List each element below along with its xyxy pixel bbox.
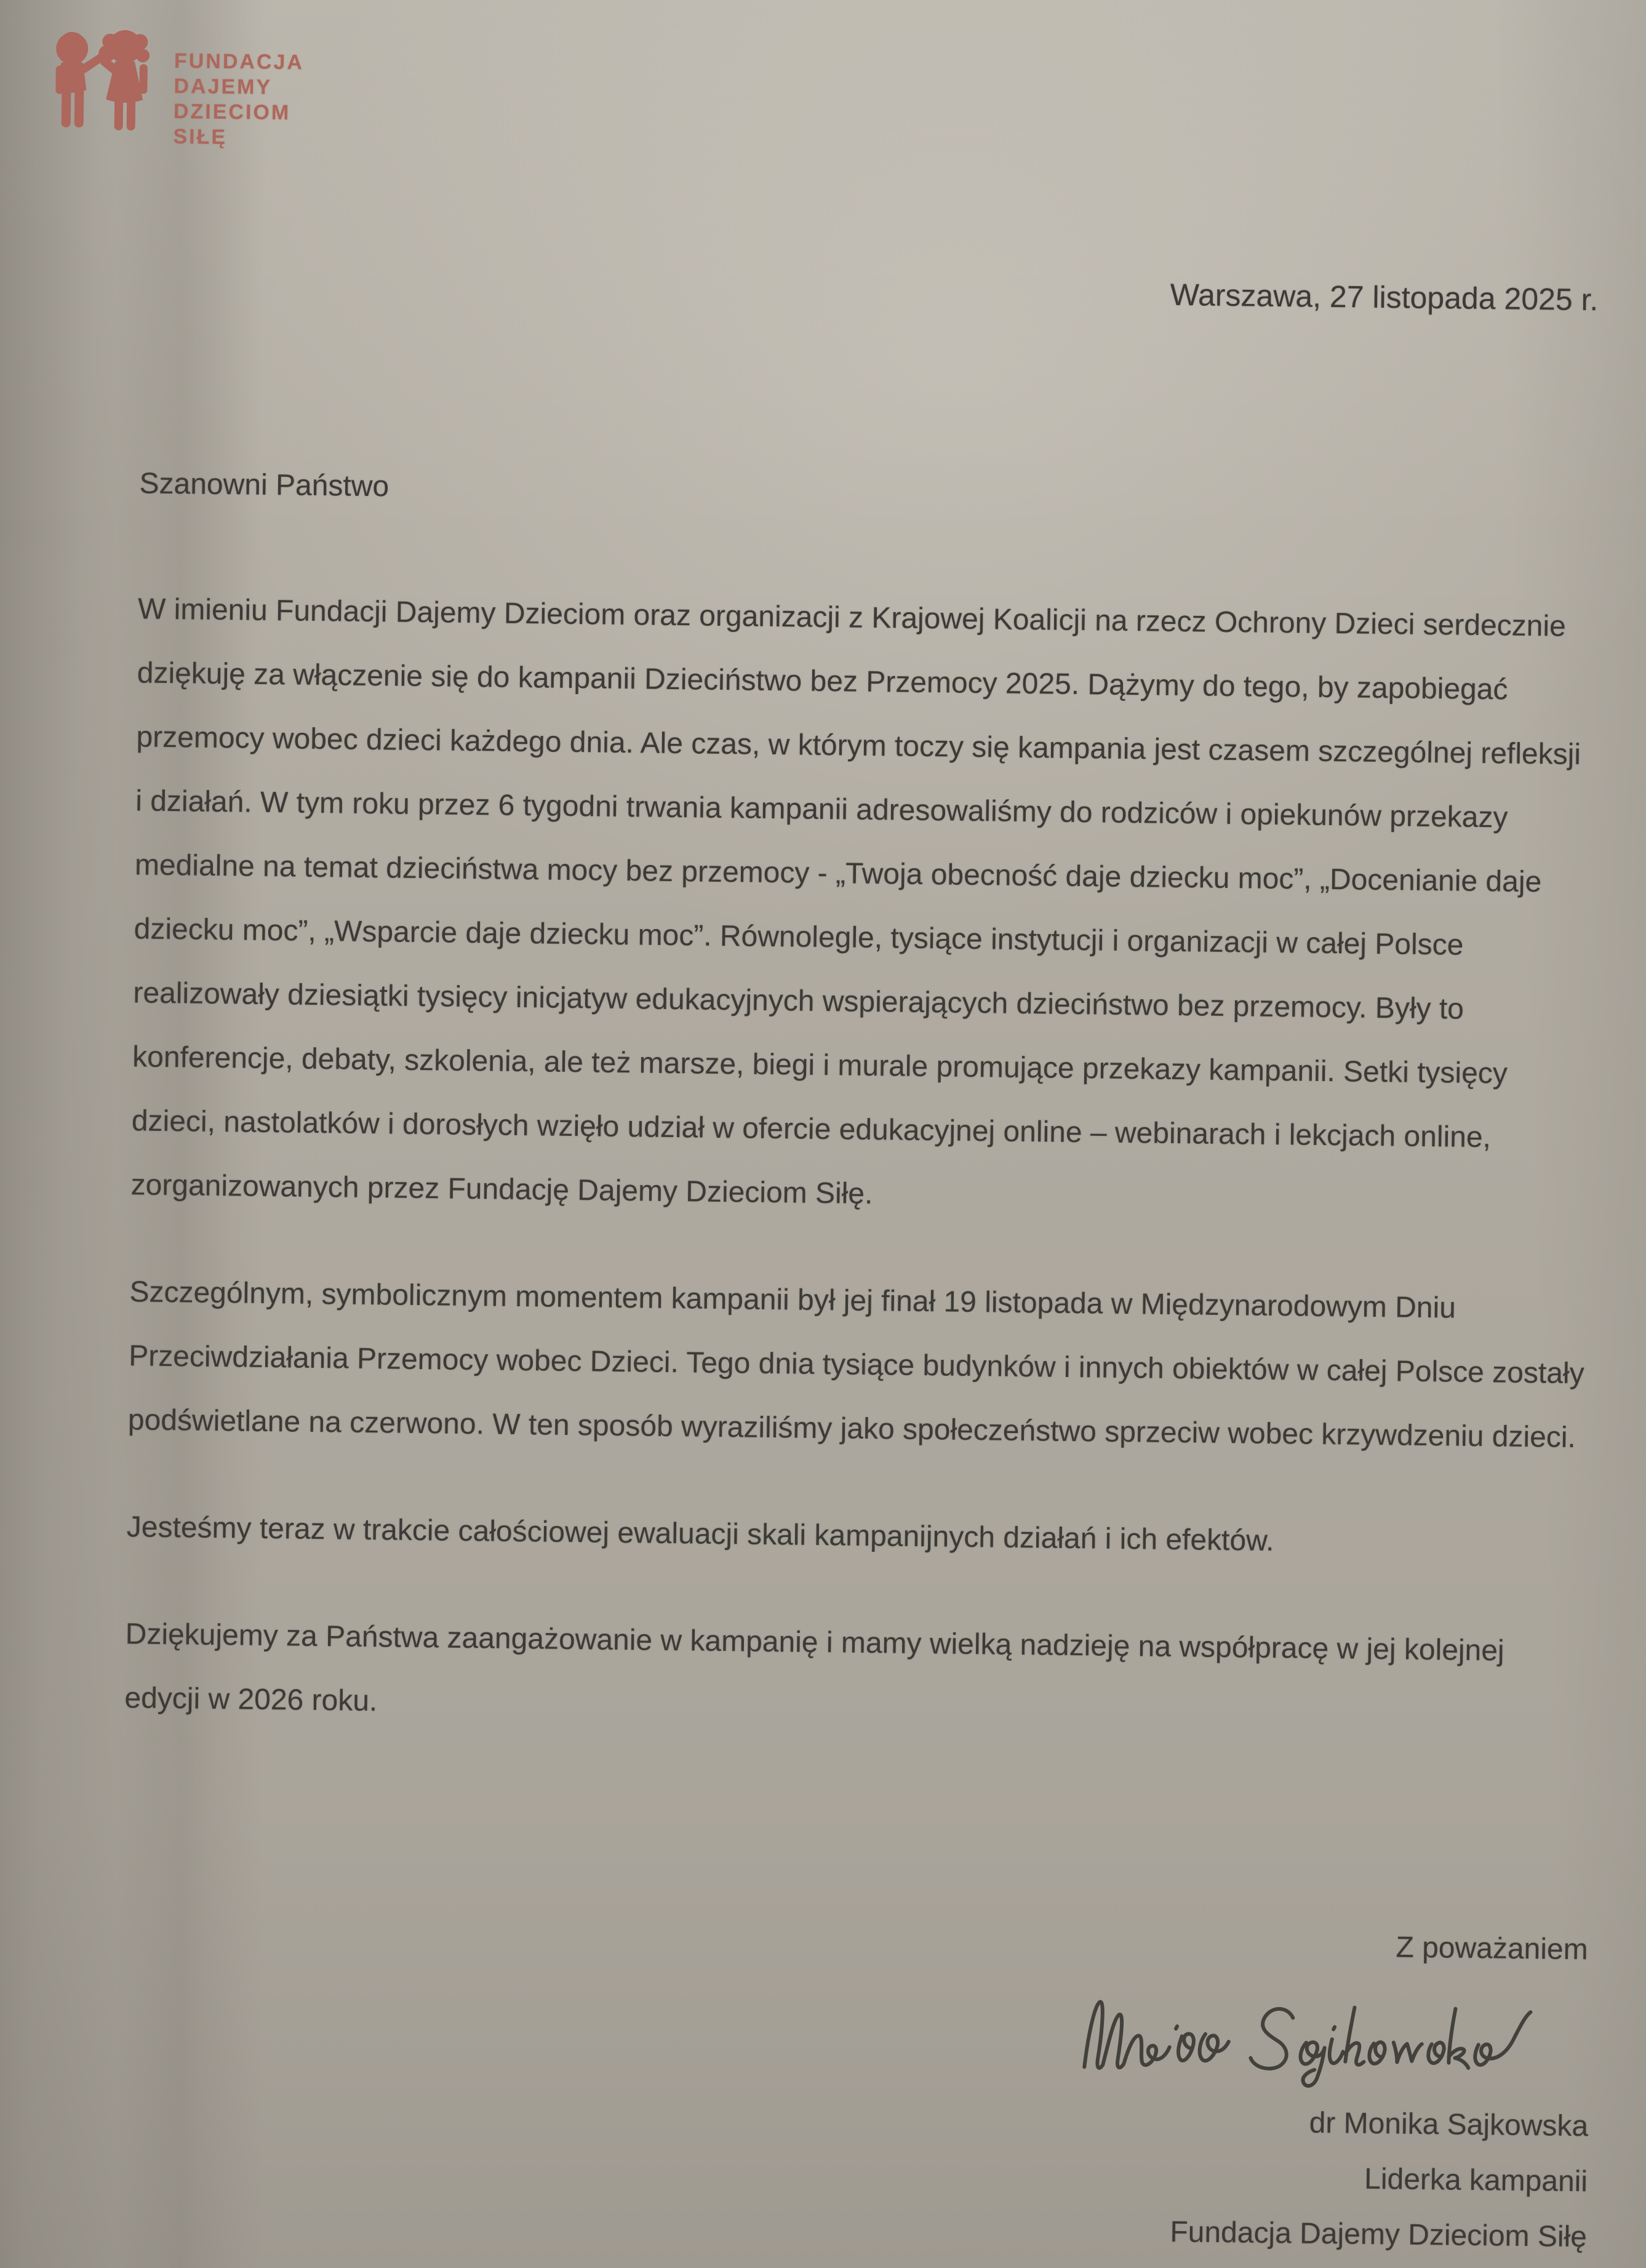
logo-line-1: FUNDACJA <box>174 49 305 74</box>
salutation: Szanowni Państwo <box>139 467 390 503</box>
children-holding-hands-icon <box>46 22 158 133</box>
dateline: Warszawa, 27 listopada 2025 r. <box>1170 277 1599 317</box>
logo-line-3: DZIECIOM <box>173 99 291 125</box>
paragraph-4: Dziękujemy za Państwa zaangażowanie w kampanię i mamy wielką nadzieję na współpracę w jej kolejnej edycji w 2026 roku. <box>124 1618 1504 1718</box>
signature-block <box>1170 2094 1589 2265</box>
letter-body <box>124 577 1597 1791</box>
signer-name: dr Monika Sajkowska <box>1309 2106 1589 2143</box>
paragraph-3: Jesteśmy teraz w trakcie całościowej ewaluacji skali kampanijnych działań i ich efektów. <box>126 1511 1274 1558</box>
logo-line-2: DAJEMY <box>174 74 273 99</box>
logo-line-4: SIŁĘ <box>173 124 228 150</box>
handwritten-signature <box>1067 1988 1573 2099</box>
paragraph-2: Szczególnym, symbolicznym momentem kampanii był jej finał 19 listopada w Międzynarodowym Dniu Przeciwdziałania Przemocy wobec Dzieci. Tego dnia tysiące budynków i innych obiektów w całej Polsce zostały podświetlane na czerwono. W ten sposób wyraziliśmy jako społeczeństwo sprzeciw wobec krzywdzeniu dzieci. <box>127 1276 1584 1454</box>
signer-role: Liderka kampanii <box>1364 2162 1588 2198</box>
foundation-logo-wordmark <box>173 49 304 151</box>
signer-org: Fundacja Dajemy Dzieciom Siłę <box>1170 2216 1588 2254</box>
paragraph-1: W imieniu Fundacji Dajemy Dzieciom oraz organizacji z Krajowej Koalicji na rzecz Ochrony Dzieci serdecznie dziękuję za włączenie się do kampanii Dzieciństwo bez Przemocy 2025. Dążymy do tego, by zapobiegać przemocy wobec dzieci każdego dnia. Ale czas, w którym toczy się kampania jest czasem szczególnej refleksji i działań. W tym roku przez 6 tygodni trwania kampanii adresowaliśmy do rodziców i opiekunów przekazy medialne na temat dzieciństwa mocy bez przemocy - „Twoja obecność daje dziecku moc”, „Docenianie daje dziecku moc”, „Wsparcie daje dziecku moc”. Równolegle, tysiące instytucji i organizacji w całej Polsce realizowały dziesiątki tysięcy inicjatyw edukacyjnych wspierających dzieciństwo bez przemocy. Były to konferencje, debaty, szkolenia, ale też marsze, biegi i murale promujące przekazy kampanii. Setki tysięcy dzieci, nastolatków i dorosłych wzięło udział w ofercie edukacyjnej online – webinarach i lekcjach online, zorganizowanych przez Fundację Dajemy Dzieciom Siłę. <box>130 593 1581 1211</box>
valediction: Z poważaniem <box>1396 1931 1588 1967</box>
foundation-logo <box>45 22 304 151</box>
